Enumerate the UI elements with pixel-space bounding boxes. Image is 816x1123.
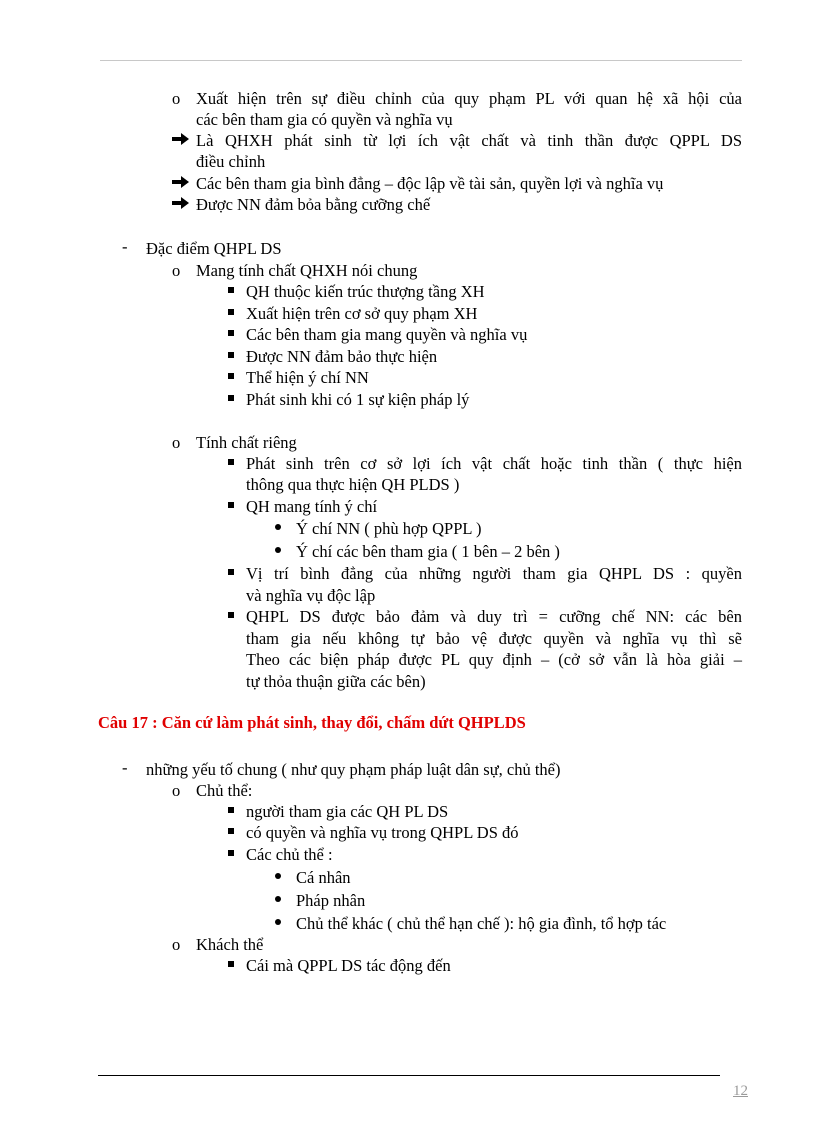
circle-bullet-icon: o [172,433,181,452]
list-item-text: tự thỏa thuận giữa các bên) [246,672,426,691]
dot-bullet-icon [275,919,281,925]
square-bullet-icon [228,330,234,336]
list-item-text: thông qua thực hiện QH PLDS ) [246,475,460,494]
subsection-title: Chủ thể: [196,781,253,800]
list-item-text: Các bên tham gia bình đẳng – độc lập về tài sản, quyền lợi và nghĩa vụ [196,174,664,193]
list-item-text: Pháp nhân [296,891,366,910]
dot-bullet-icon [275,547,281,553]
square-bullet-icon [228,309,234,315]
dot-bullet-icon [275,896,281,902]
list-item-text: Được NN đảm bỏa bằng cưỡng chế [196,195,431,214]
list-item-text: Thể hiện ý chí NN [246,368,369,387]
list-item-text: người tham gia các QH PL DS [246,802,449,821]
dot-bullet-icon [275,524,281,530]
list-item-text: Chủ thể khác ( chủ thể hạn chế ): hộ gia đình, tổ hợp tác [296,914,667,933]
list-item-text: Vị trí bình đẳng của những người tham gia QHPL DS : quyền [246,564,742,583]
circle-bullet-icon: o [172,261,181,280]
question-heading: Câu 17 : Căn cứ làm phát sinh, thay đổi, chấm dứt QHPLDS [98,713,526,732]
list-item-text: Các chủ thể : [246,845,333,864]
list-item-text: có quyền và nghĩa vụ trong QHPL DS đó [246,823,519,842]
dot-bullet-icon [275,873,281,879]
square-bullet-icon [228,352,234,358]
list-item-text: Ý chí NN ( phù hợp QPPL ) [296,519,482,538]
square-bullet-icon [228,287,234,293]
square-bullet-icon [228,569,234,575]
dash-bullet-icon: - [122,237,128,256]
subsection-title: Tính chất riêng [196,433,297,452]
square-bullet-icon [228,612,234,618]
list-item-text: QHPL DS được bảo đảm và duy trì = cưỡng chế NN: các bên [246,607,742,626]
list-item-text: Được NN đảm bảo thực hiện [246,347,438,366]
subsection-title: Khách thể [196,935,264,954]
list-item-text: Theo các biện pháp được PL quy định – (cở sở vẫn là hòa giải – [246,650,742,669]
square-bullet-icon [228,459,234,465]
list-item-text: Các bên tham gia mang quyền và nghĩa vụ [246,325,528,344]
list-item-text: tham gia nếu không tự bảo vệ được quyền và nghĩa vụ thì sẽ [246,629,742,648]
square-bullet-icon [228,961,234,967]
circle-bullet-icon: o [172,935,181,954]
square-bullet-icon [228,807,234,813]
section-title: những yếu tố chung ( như quy phạm pháp luật dân sự, chủ thể) [146,760,561,779]
square-bullet-icon [228,850,234,856]
list-item-text: QH thuộc kiến trúc thượng tầng XH [246,282,485,301]
square-bullet-icon [228,373,234,379]
list-item-text: điều chỉnh [196,152,266,171]
square-bullet-icon [228,828,234,834]
square-bullet-icon [228,395,234,401]
list-item-text: Ý chí các bên tham gia ( 1 bên – 2 bên ) [296,542,560,561]
list-item-text: Là QHXH phát sinh từ lợi ích vật chất và tinh thần được QPPL DS [196,131,742,150]
list-item-text: Xuất hiện trên sự điều chỉnh của quy phạm PL với quan hệ xã hội của [196,89,742,108]
circle-bullet-icon: o [172,89,181,108]
arrow-right-icon [172,175,190,189]
subsection-title: Mang tính chất QHXH nói chung [196,261,418,280]
list-item-text: Xuất hiện trên cơ sở quy phạm XH [246,304,478,323]
list-item-text: Cái mà QPPL DS tác động đến [246,956,451,975]
arrow-right-icon [172,196,190,210]
section-title: Đặc điểm QHPL DS [146,239,282,258]
dash-bullet-icon: - [122,758,128,777]
list-item-text: Phát sinh trên cơ sở lợi ích vật chất hoặc tinh thần ( thực hiện [246,454,742,473]
list-item-text: Phát sinh khi có 1 sự kiện pháp lý [246,390,470,409]
arrow-right-icon [172,132,190,146]
circle-bullet-icon: o [172,781,181,800]
list-item-text: các bên tham gia có quyền và nghĩa vụ [196,110,453,129]
page-number: 12 [733,1083,748,1099]
list-item-text: Cá nhân [296,868,351,887]
header-rule [100,60,742,61]
list-item-text: QH mang tính ý chí [246,497,378,516]
list-item-text: và nghĩa vụ độc lập [246,586,376,605]
footer-rule [98,1075,720,1076]
square-bullet-icon [228,502,234,508]
